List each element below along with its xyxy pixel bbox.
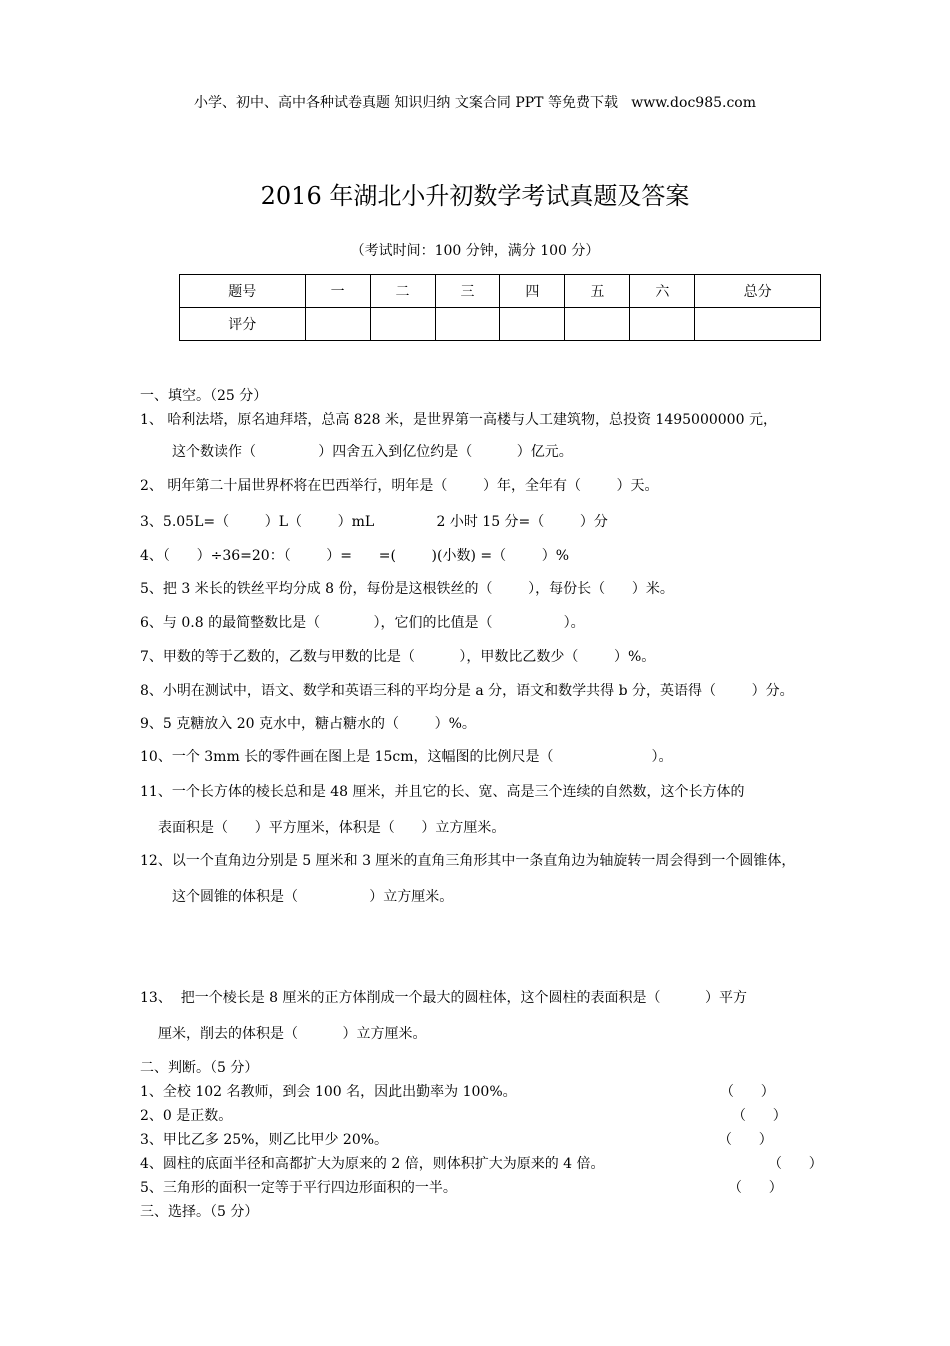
table-cell: 五 <box>565 275 630 308</box>
table-cell: 一 <box>305 275 370 308</box>
answer-bracket: （ ） <box>768 1156 823 1172</box>
answer-bracket: （ ） <box>728 1180 783 1196</box>
table-cell: 题号 <box>180 275 306 308</box>
judgment-4: 4、圆柱的底面半径和高都扩大为原来的 2 倍，则体积扩大为原来的 4 倍。 <box>140 1156 605 1172</box>
question-11: 11、一个长方体的棱长总和是 48 厘米，并且它的长、宽、高是三个连续的自然数，这个长方体的 <box>140 784 745 800</box>
table-cell <box>565 308 630 341</box>
table-cell: 二 <box>370 275 435 308</box>
table-cell <box>435 308 500 341</box>
table-cell <box>305 308 370 341</box>
table-row <box>180 308 821 341</box>
score-table <box>179 274 821 341</box>
table-cell: 三 <box>435 275 500 308</box>
answer-bracket: （ ） <box>732 1108 787 1124</box>
question-12: 12、以一个直角边分别是 5 厘米和 3 厘米的直角三角形其中一条直角边为轴旋转一周会得到一个圆锥体， <box>140 853 796 869</box>
table-cell <box>370 308 435 341</box>
page-title: 2016 年湖北小升初数学考试真题及答案 <box>260 182 690 210</box>
table-cell: 总分 <box>695 275 821 308</box>
question-5: 5、把 3 米长的铁丝平均分成 8 份，每份是这根铁丝的（ ），每份长（ ）米。 <box>140 581 674 597</box>
question-8: 8、小明在测试中，语文、数学和英语三科的平均分是 a 分，语文和数学共得 b 分，英语得（ ）分。 <box>140 683 794 699</box>
table-cell: 评分 <box>180 308 306 341</box>
answer-bracket: （ ） <box>720 1084 775 1100</box>
question-13: 13、 把一个棱长是 8 厘米的正方体削成一个最大的圆柱体，这个圆柱的表面积是（ ）平方 <box>140 990 748 1006</box>
table-cell <box>500 308 565 341</box>
table-cell <box>630 308 695 341</box>
question-11-cont: 表面积是（ ）平方厘米，体积是（ ）立方厘米。 <box>158 820 506 836</box>
section-heading: 一、填空。（25 分） <box>140 388 268 404</box>
question-7: 7、甲数的等于乙数的，乙数与甲数的比是（ ），甲数比乙数少（ ）%。 <box>140 649 656 665</box>
table-cell: 四 <box>500 275 565 308</box>
judgment-5: 5、三角形的面积一定等于平行四边形面积的一半。 <box>140 1180 457 1196</box>
table-cell <box>695 308 821 341</box>
page-header: 小学、初中、高中各种试卷真题 知识归纳 文案合同 PPT 等免费下载 www.doc985.com <box>193 95 756 111</box>
table-cell: 六 <box>630 275 695 308</box>
exam-info: （考试时间：100 分钟，满分 100 分） <box>350 243 600 259</box>
question-3: 3、5.05L=（ ）L（ ）mL 2 小时 15 分=（ ）分 <box>140 514 608 530</box>
table-row <box>180 275 821 308</box>
section-heading: 三、选择。（5 分） <box>140 1204 259 1220</box>
question-4: 4、（ ）÷36=20：（ ）= =( )(小数) =（ ）% <box>140 548 569 564</box>
question-6: 6、与 0.8 的最简整数比是（ ），它们的比值是（ ）。 <box>140 615 585 631</box>
section-heading: 二、判断。（5 分） <box>140 1060 259 1076</box>
judgment-3: 3、甲比乙多 25%，则乙比甲少 20%。 <box>140 1132 389 1148</box>
question-12-cont: 这个圆锥的体积是（ ）立方厘米。 <box>172 889 454 905</box>
judgment-1: 1、全校 102 名教师，到会 100 名，因此出勤率为 100%。 <box>140 1084 517 1100</box>
question-1-cont: 这个数读作（ ）四舍五入到亿位约是（ ）亿元。 <box>172 444 573 460</box>
question-9: 9、5 克糖放入 20 克水中，糖占糖水的（ ）%。 <box>140 716 476 732</box>
answer-bracket: （ ） <box>718 1132 773 1148</box>
question-13-cont: 厘米，削去的体积是（ ）立方厘米。 <box>158 1026 427 1042</box>
question-2: 2、 明年第二十届世界杯将在巴西举行，明年是（ ）年，全年有（ ）天。 <box>140 478 659 494</box>
question-10: 10、一个 3mm 长的零件画在图上是 15cm，这幅图的比例尺是（ ）。 <box>140 749 673 765</box>
judgment-2: 2、0 是正数。 <box>140 1108 233 1124</box>
question-1: 1、 哈利法塔，原名迪拜塔，总高 828 米，是世界第一高楼与人工建筑物，总投资 1495000000 元， <box>140 412 777 428</box>
